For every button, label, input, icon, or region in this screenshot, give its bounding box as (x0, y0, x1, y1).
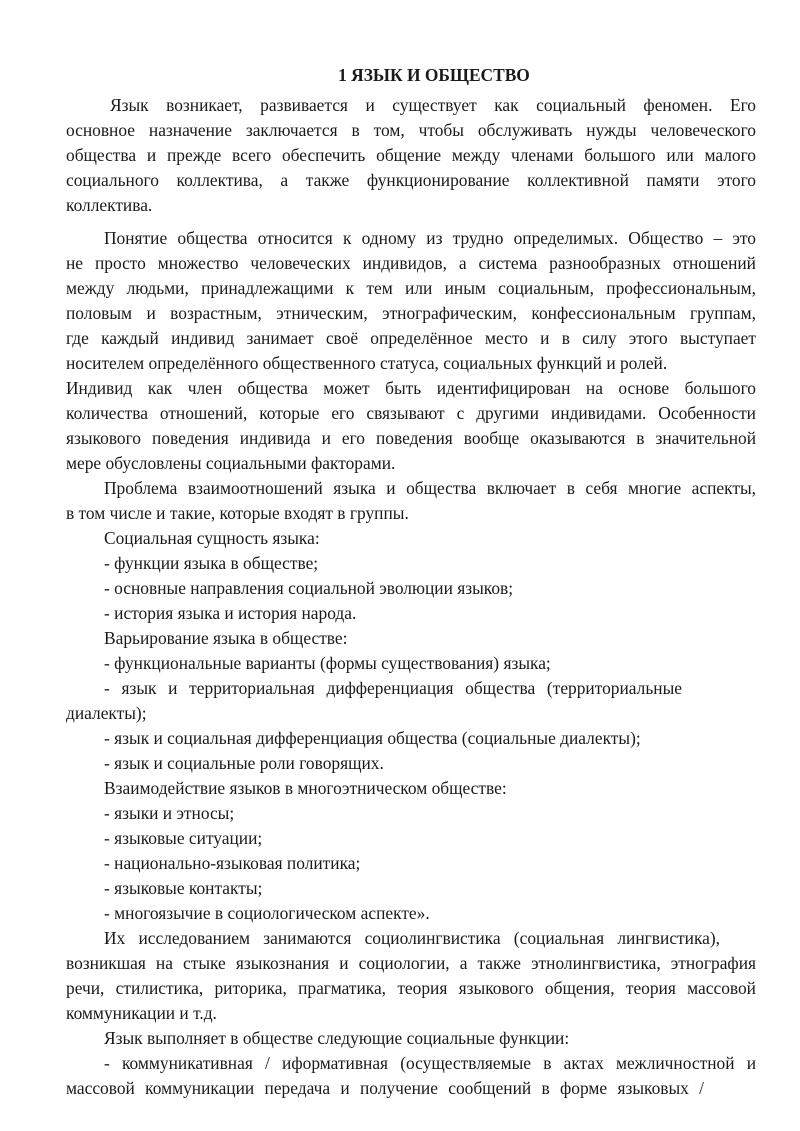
text-line: между людьми, принадлежащими к тем или иным социальным, профессиональным, (66, 278, 756, 298)
text-line: количества отношений, которые его связывают с другими индивидами. Особенности (66, 403, 756, 423)
text-line: половым и возрастным, этническим, этнографическим, конфессиональным группам, (66, 303, 756, 323)
list-item: - функции языка в обществе; (104, 553, 319, 573)
text-line: коллектива. (66, 195, 153, 215)
list-item: диалекты); (66, 703, 147, 723)
list-item: - основные направления социальной эволюции языков; (104, 578, 514, 598)
text-line: социального коллектива, а также функционирование коллективной памяти этого (66, 170, 756, 190)
list-item: - коммуникативная / иформативная (осуществляемые в актах межличностной и (104, 1053, 756, 1073)
list-item: - язык и социальная дифференциация общества (социальные диалекты); (104, 728, 641, 748)
list-item: - язык и социальные роли говорящих. (104, 753, 384, 773)
text-line: Язык выполняет в обществе следующие социальные функции: (104, 1028, 570, 1048)
list-item: - функциональные варианты (формы существования) языка; (104, 653, 551, 673)
text-line: не просто множество человеческих индивидов, а система разнообразных отношений (66, 253, 756, 273)
list-item: - языковые контакты; (104, 878, 263, 898)
text-line: носителем определённого общественного статуса, социальных функций и ролей. (66, 353, 668, 373)
list-item: - история языка и история народа. (104, 603, 357, 623)
text-line: Индивид как член общества может быть идентифицирован на основе большого (66, 378, 756, 398)
list-item: - языки и этносы; (104, 803, 235, 823)
list-item: - национально-языковая политика; (104, 853, 361, 873)
text-line: мере обусловлены социальными факторами. (66, 453, 396, 473)
list-item: - многоязычие в социологическом аспекте». (104, 903, 430, 923)
text-line: Взаимодействие языков в многоэтническом обществе: (104, 778, 507, 798)
text-line: основное назначение заключается в том, чтобы обслуживать нужды человеческого (66, 120, 756, 140)
text-line: массовой коммуникации передача и получение сообщений в форме языковых / (66, 1078, 704, 1098)
text-line: Социальная сущность языка: (104, 528, 320, 548)
section-title: 1 ЯЗЫК И ОБЩЕСТВО (338, 65, 530, 85)
text-line: в том числе и такие, которые входят в группы. (66, 503, 409, 523)
text-line: речи, стилистика, риторика, прагматика, теория языкового общения, теория массовой (66, 978, 756, 998)
text-line: Язык возникает, развивается и существует как социальный феномен. Его (110, 95, 756, 115)
text-line: Варьирование языка в обществе: (104, 628, 348, 648)
text-line: общества и прежде всего обеспечить общение между членами большого или малого (66, 145, 756, 165)
text-line: Проблема взаимоотношений языка и общества включает в себя многие аспекты, (104, 478, 756, 498)
text-line: где каждый индивид занимает своё определённое место и в силу этого выступает (66, 328, 756, 348)
text-line: коммуникации и т.д. (66, 1003, 217, 1023)
text-line: Их исследованием занимаются социолингвистика (социальная лингвистика), (104, 928, 720, 948)
list-item: - язык и территориальная дифференциация общества (территориальные (104, 678, 682, 698)
list-item: - языковые ситуации; (104, 828, 263, 848)
text-line: языкового поведения индивида и его поведения вообще оказываются в значительной (66, 428, 756, 448)
text-line: возникшая на стыке языкознания и социологии, а также этнолингвистика, этнография (66, 953, 756, 973)
text-line: Понятие общества относится к одному из трудно определимых. Общество – это (104, 228, 756, 248)
